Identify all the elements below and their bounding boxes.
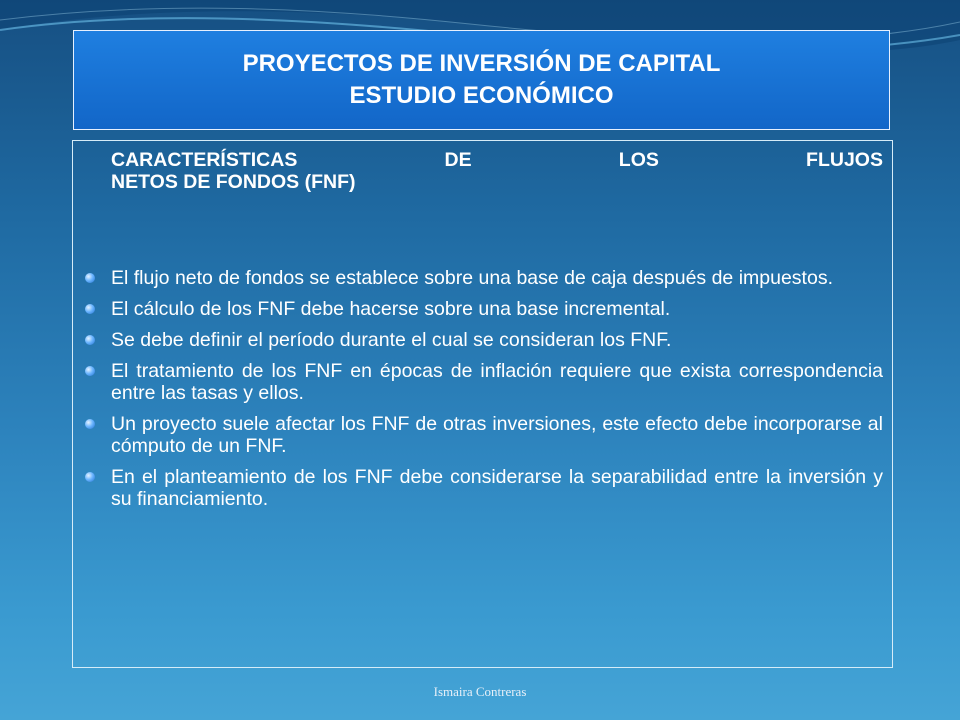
section-heading xyxy=(111,149,883,193)
list-item-text: Se debe definir el período durante el cual se consideran los FNF. xyxy=(111,329,672,351)
heading-word: CARACTERÍSTICAS xyxy=(111,149,298,171)
bullet-dot-icon xyxy=(85,419,95,429)
section-heading-row-1 xyxy=(111,149,883,171)
bullet-dot-icon xyxy=(85,472,95,482)
title-line-1: PROYECTOS DE INVERSIÓN DE CAPITAL xyxy=(242,50,721,77)
bullet-list xyxy=(79,267,883,519)
heading-word: DE xyxy=(444,149,472,171)
slide-footer: Ismaira Contreras xyxy=(433,684,527,699)
heading-word: LOS xyxy=(618,149,659,171)
list-item-text: En el planteamiento de los FNF debe considerarse la separabilidad entre la inversión y su financiamiento. xyxy=(111,466,883,510)
content-panel xyxy=(72,140,893,668)
list-item xyxy=(79,267,883,289)
bullet-dot-icon xyxy=(85,335,95,345)
bullet-dot-icon xyxy=(85,366,95,376)
section-heading-row-2: NETOS DE FONDOS (FNF) xyxy=(111,171,356,193)
heading-word: FLUJOS xyxy=(806,149,883,171)
list-item-text: El cálculo de los FNF debe hacerse sobre una base incremental. xyxy=(111,298,671,320)
list-item xyxy=(79,360,883,404)
list-item xyxy=(79,298,883,320)
list-item xyxy=(79,329,883,351)
slide-title xyxy=(73,30,890,130)
bullet-dot-icon xyxy=(85,304,95,314)
bullet-dot-icon xyxy=(85,273,95,283)
list-item xyxy=(79,466,883,510)
list-item-text: El flujo neto de fondos se establece sobre una base de caja después de impuestos. xyxy=(111,267,833,289)
list-item xyxy=(79,413,883,457)
list-item-text: Un proyecto suele afectar los FNF de otras inversiones, este efecto debe incorporarse al cómputo de un FNF. xyxy=(111,413,883,457)
list-item-text: El tratamiento de los FNF en épocas de inflación requiere que exista correspondencia entre las tasas y ellos. xyxy=(111,360,883,404)
title-line-2: ESTUDIO ECONÓMICO xyxy=(349,82,614,109)
